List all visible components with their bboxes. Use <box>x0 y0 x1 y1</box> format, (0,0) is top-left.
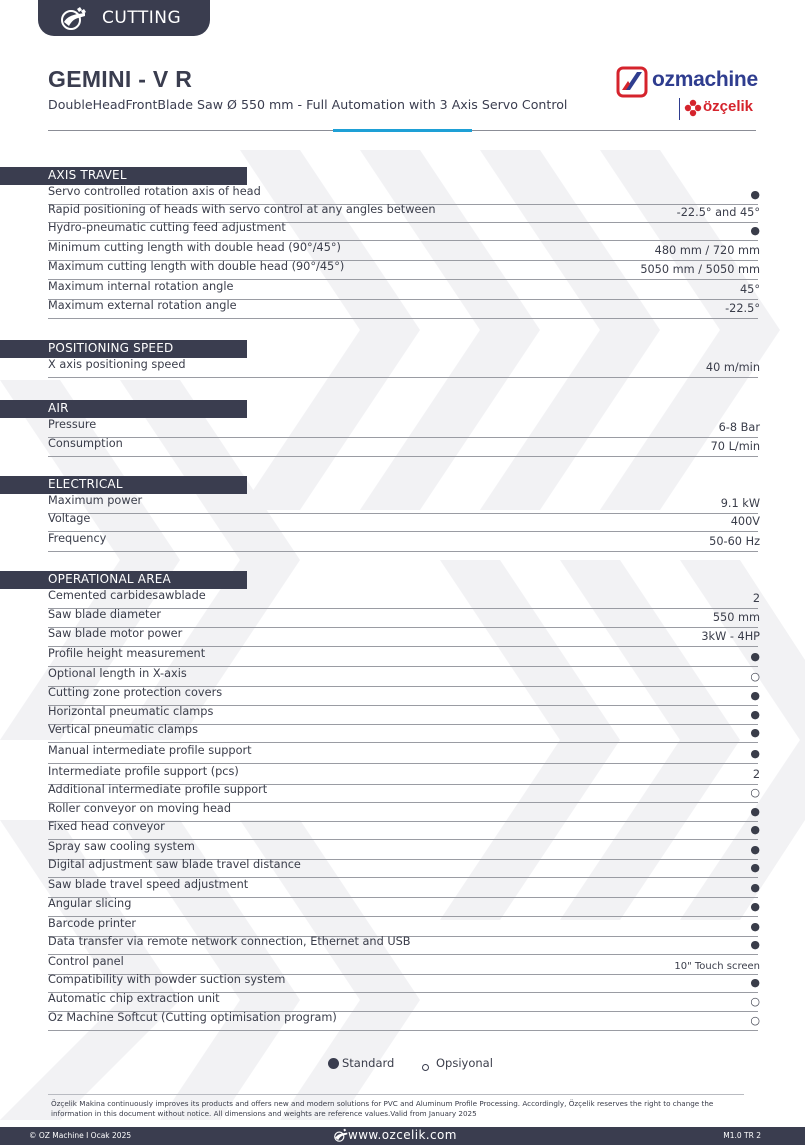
website-url[interactable]: www.ozcelik.com <box>348 1128 457 1142</box>
spec-row: Maximum internal rotation angle 45° <box>48 280 758 300</box>
category-label: CUTTING <box>102 8 182 28</box>
product-title: GEMINI - V R <box>48 66 193 92</box>
spec-row: Maximum power 9.1 kW <box>48 494 758 514</box>
spec-row: Horizontal pneumatic clamps ● <box>48 705 758 725</box>
spec-row: Manual intermediate profile support ● <box>48 744 758 764</box>
spec-row: Automatic chip extraction unit ○ <box>48 992 758 1012</box>
spec-row: Cemented carbidesawblade 2 <box>48 589 758 609</box>
spec-row: Roller conveyor on moving head ● <box>48 802 758 822</box>
section-header-positioning-speed: POSITIONING SPEED <box>0 340 247 358</box>
section-header-air: AIR <box>0 400 247 418</box>
spec-row: Control panel 10" Touch screen <box>48 955 758 975</box>
spec-row: Rapid positioning of heads with servo control at any angles between -22.5° and 45° <box>48 203 758 223</box>
footer-copyright: © OZ Machine I Ocak 2025 <box>29 1131 132 1140</box>
spec-row: Maximum external rotation angle -22.5° <box>48 299 758 319</box>
spec-row: Maximum cutting length with double head (90°/45°) 5050 mm / 5050 mm <box>48 260 758 280</box>
spec-row: Cutting zone protection covers ● <box>48 686 758 706</box>
spec-row: Data transfer via remote network connection, Ethernet and USB ● <box>48 935 758 955</box>
product-subtitle: DoubleHeadFrontBlade Saw Ø 550 mm - Full Automation with 3 Axis Servo Control <box>48 97 568 112</box>
disclaimer-divider <box>48 1094 744 1095</box>
spec-row: Fixed head conveyor ● <box>48 820 758 840</box>
section-header-operational-area: OPERATIONAL AREA <box>0 571 247 589</box>
hand-saw-icon <box>60 5 88 31</box>
brand-logo <box>616 66 758 124</box>
spec-row: Hydro-pneumatic cutting feed adjustment ● <box>48 221 758 241</box>
hand-saw-icon <box>333 1128 349 1143</box>
legend-standard-label: Standard <box>342 1056 395 1070</box>
spec-row: Angular slicing ● <box>48 897 758 917</box>
brand-name: ozmachine <box>652 68 758 91</box>
category-tab <box>38 0 210 36</box>
footer-version: M1.0 TR 2 <box>723 1131 761 1140</box>
spec-row: Saw blade diameter 550 mm <box>48 608 758 628</box>
spec-row: X axis positioning speed 40 m/min <box>48 358 758 378</box>
header-accent-bar <box>333 129 472 132</box>
optional-circle-icon <box>422 1064 429 1071</box>
spec-row: Saw blade motor power 3kW - 4HP <box>48 627 758 647</box>
logo-divider <box>679 98 680 120</box>
spec-row: Intermediate profile support (pcs) 2 <box>48 765 758 785</box>
spec-row: Vertical pneumatic clamps ● <box>48 723 758 743</box>
spec-row: Additional intermediate profile support ○ <box>48 783 758 803</box>
spec-row: Compatibility with powder suction system ● <box>48 973 758 993</box>
spec-row: Voltage 400V <box>48 512 758 532</box>
ozmachine-logo-mark-icon <box>616 66 650 98</box>
spec-row: Frequency 50-60 Hz <box>48 532 758 552</box>
spec-row: Optional length in X-axis ○ <box>48 667 758 687</box>
section-header-electrical: ELECTRICAL <box>0 476 247 494</box>
spec-row: Spray saw cooling system ● <box>48 840 758 860</box>
spec-row: Servo controlled rotation axis of head ● <box>48 185 758 205</box>
spec-row: Minimum cutting length with double head (90°/45°) 480 mm / 720 mm <box>48 241 758 261</box>
spec-row: Consumption 70 L/min <box>48 437 758 457</box>
spec-row: Oz Machine Softcut (Cutting optimisation program) ○ <box>48 1011 758 1031</box>
sub-brand-name: özçelik <box>703 98 754 115</box>
disclaimer-text: Özçelik Makina continuously improves its products and offers new and modern solutions for PVC and Aluminum Profile Processing. Accordingly, Özçelik reserves the right to change the information in this document without notice. All dimensions and weights are reference values.Valid from January 2025 <box>51 1099 714 1118</box>
spec-row: Pressure 6-8 Bar <box>48 418 758 438</box>
footer-bar <box>0 1127 805 1145</box>
spec-row: Digital adjustment saw blade travel distance ● <box>48 858 758 878</box>
ozcelik-flower-icon <box>684 99 702 117</box>
spec-row: Profile height measurement ● <box>48 647 758 667</box>
standard-dot-icon <box>328 1058 339 1069</box>
sub-brand <box>684 97 758 121</box>
legend-optional-label: Opsiyonal <box>436 1056 493 1070</box>
section-header-axis-travel: AXIS TRAVEL <box>0 167 247 185</box>
spec-row: Barcode printer ● <box>48 917 758 937</box>
footer-website[interactable] <box>333 1127 473 1145</box>
spec-row: Saw blade travel speed adjustment ● <box>48 878 758 898</box>
